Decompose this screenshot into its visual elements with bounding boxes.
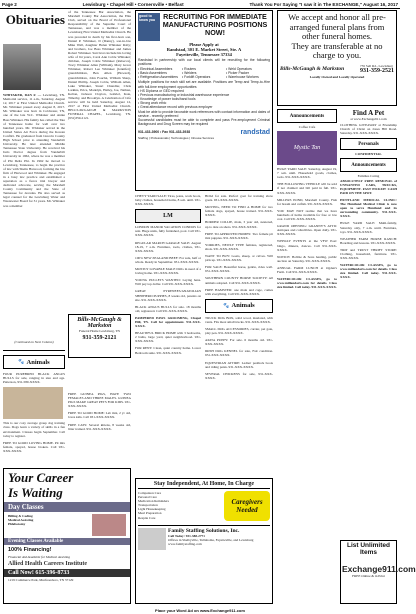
career-line2: Is Waiting: [8, 485, 63, 500]
list-item: YOUNG PULLETS WANTED: Laying hens. Will pay top dollar. Call 931-XXX-XXXX.: [135, 278, 201, 287]
randstad-logo: randstad: [240, 128, 270, 136]
list-item: SEVERAL CHICKENS for sale, 931-XXX-XXXX.: [205, 371, 273, 380]
personals-header: [340, 138, 397, 150]
req-item: • Knowledge of power tools/hand tools: [138, 96, 196, 101]
classified-column-mid2: [205, 194, 273, 474]
obituaries-heading-area: [3, 10, 65, 44]
list-item: IRISH DOG KENNEL for sale, Fair condition. 931-XXX-XXXX.: [205, 349, 273, 358]
career-aid: Financial Aid Available for Medical Assisting: [8, 555, 71, 559]
list-item: MOVING, NEED TO FIND A HOME for two female dogs, spayed, house trained. 931-XXX-XXXX.: [205, 205, 273, 218]
apply-label: Please Apply at: [189, 42, 219, 47]
classified-column-mid1: [135, 194, 201, 474]
list-item: WEATHER FARM HORSE RANCH: Boarding and lessons. 931-XXX-XXXX.: [340, 236, 397, 245]
position-item: • Basic Assemblers: [138, 71, 167, 76]
list-item: FREE GUINEA PIGS, HAVE TWO FEMALES AND THREE MALES. GUINEA PIGS MAKE GREAT PETS FOR KIDS. 931-XXX-XXXX.: [68, 392, 131, 409]
classified-column-3: [68, 392, 131, 462]
position-item: • Warehouse Workers: [226, 75, 259, 80]
personals-label: Personals: [358, 141, 379, 147]
req-item: • Great attendance record with previous employer: [138, 105, 213, 110]
list-item: BEAUTIFUL BRICK HOME with 3 bedrooms, 2 baths, large yard, quiet neighborhood. 931-XXX-XXXX.: [135, 331, 201, 344]
list-item: SMALL DOG ACCESSORIES, carrier, pet gate, play pen. 931-XXX-XXXX.: [205, 326, 273, 336]
prearranged-funeral-ad: [277, 10, 397, 106]
header-towns: Lewisburg • Chapel Hill • Cornersville • Belfast: [82, 1, 184, 7]
good-to-know-you-badge: good to know you: [138, 13, 160, 41]
list-item: WATERCOLOR CLASSES, go to www.millandarts.com for details. Class size limited. Call today. 931-XXX-XXXX.: [340, 263, 397, 280]
funeral-home-ad: [68, 314, 131, 358]
career-bullet: Phlebotomy: [8, 522, 26, 527]
mystic-tan-ad: Mystic Tan: [277, 131, 337, 165]
career-day-classes: Day Classes: [4, 502, 130, 512]
animals-label-left: Animals: [26, 358, 50, 366]
list-item: CLOTHING GIVEAWAY at Friendship Church of Christ on Jones Hill Road. Saturday. 931-XXX-XXXX.: [340, 123, 397, 136]
funeral-script-right: Bills-McGaugh & Markston: [280, 65, 345, 72]
stay-bullet: Transportation: [138, 503, 158, 508]
classified-column-right1: [277, 109, 337, 599]
stay-independent-ad: [135, 478, 273, 604]
needed-label: Needed: [236, 506, 258, 514]
list-item: 100% NEW ZEALAND BEEF: For sale, half or whole. Ready in September. 931-XXX-XXXX.: [135, 255, 201, 264]
career-evening: Evening Classes Available: [4, 538, 130, 545]
list-item: LONDON MANOR VACATION CONDOS for rent. Huge units, fully furnished, pool. Call 931-XXX-XXXX.: [135, 225, 201, 238]
stay-bullet: Light Housekeeping: [138, 507, 166, 512]
absolutely-free: ABSOLUTELY FREE REMOVAL of UNWANTED CARS, TRUCKS, EQUIPMENT. FAST PICKUP! CASH PAID ON THE SPOT.: [340, 178, 397, 195]
animals-left-list: [3, 372, 65, 453]
list-item: BLACK ANGUS BULLS for sale. 18 months old, registered. Call 931-XXX-XXXX.: [135, 304, 201, 313]
announcements-label-2: Announcements: [351, 162, 386, 168]
list-item: HUNTLAND MEDICAL CLINIC: The Huntland Medical Clinic is now open to serve Huntland and its surrounding community. 931-XXX-XXXX.: [340, 197, 397, 219]
paw-icon: 🐾: [18, 360, 25, 366]
list-item: MILLERS POND, Marshall County. Fish for bream and catfish. 931-XXX-XXXX.: [277, 197, 337, 206]
list-unlimited-title: List Unlimited Items: [347, 542, 390, 556]
list-item: YORKIES, NEWLY TYPE females, registered, shots. 931-XXX-XXXX.: [205, 242, 273, 251]
caregivers-badge: [224, 491, 270, 521]
manufacturing-title: RECRUITING FOR IMMEDIATE MANUFACTURING POSITIONS NOW!: [162, 12, 268, 37]
funeral-script: Bills-McGaugh & Markston: [77, 317, 122, 329]
family-phone: Call Today: 931-388-2771: [168, 534, 205, 538]
list-item: ANNUAL FARM LUNCH at Ogden's Farm. Call 931-XXX-XXXX.: [277, 265, 337, 274]
obituary-body-a: Lewisburg, TN. Memorial service, 11 a.m., Saturday, August 12, 2017 at First United Methodist Church. Mr. Whitaker passed away August 8, 2017. Mr. Whitaker was born in Coldwater, TN, one of the late W.C. Whitaker and Annie Bass Whitaker. His family has called the Tate of Tennessee home for well over two hundred years. Mr. Whitaker served in the United States Air Force during the Korean Conflict. He graduated from Lincoln County High School prior to attending Vanderbilt University. He later attended Middle Tennessee State University. He received his Juris Doctor degree from Vanderbilt University in 1962, where he was a member of Phi Delta Phi. In 1962 he moved to Lewisburg, Tennessee, to begin the practice of law with Sheila Harwood, forming the law firm of Harwood and Whitaker. He engaged in a busy law practice and established a reputation as a fierce trial lawyer and dedicated advocate, serving the Marshall County Community and the State of Tennessee for decades. He also served as legal counsel for the Lewisburg Water and Wastewater Board for 31 years. Mr. Whitaker was a member: [3, 93, 65, 208]
list-item: NOTICE: Bobbie & Sons hauling, public auction on Saturday. 931-XXX-XXXX.: [277, 254, 337, 263]
must-text: Must be able to provide favorable work references with contact information and dates of service - recently preferred: [138, 110, 270, 119]
list-item: WEEKLY EVENTS at the VFW Post: bingo, dinners, dances. Call 931-XXX-XXXX.: [277, 239, 337, 252]
list-item: WATERCOLOR CLASSES, go to www.millandarts.com for details. Class size limited. Call today. 931-XXX-XXXX.: [277, 277, 337, 290]
position-item: • Welders: [182, 71, 197, 76]
coffee-cafe: Coffee Cafe: [298, 125, 316, 129]
list-item: AKITA PUPPY: For sale. 6 months old. 931-XXX-XXXX.: [205, 338, 273, 347]
family-office: Offices in Shelbyville, Tullahoma, Fayetteville, and Lewisburg: [168, 538, 254, 543]
position-item: • Electrical Assemblers: [138, 67, 173, 72]
funeral-phone-right: 931-359-2521: [360, 67, 394, 74]
confidential-label: CONFIDENTIAL: [355, 152, 382, 157]
animals-label-mid: Animals: [231, 302, 255, 310]
stay-bullet: Medication Reminders: [138, 499, 169, 504]
obituary-photo: [3, 44, 41, 90]
obituaries-column-2: [68, 10, 131, 390]
exchange-logo: Exchange911.com: [342, 564, 416, 574]
list-item: FOUR PUREBRED BLACK ANGUS BULLS for sale, ranging in size and age. Patterson, 931-580-XXXX.: [3, 372, 65, 385]
announcements-header: [277, 109, 337, 123]
list-item: PAMPERED PAWS GROOMING, Chapel Hill, TN. Call for appointment. 931-XXX-XXXX.: [135, 315, 201, 329]
apply-city: Fayetteville, Tennessee 37334: [176, 52, 232, 57]
list-item: THE FOLLOWING VEHICLE will be sold if not claimed and bill paid in full. 931-XXX-XXXX.: [277, 182, 337, 195]
obituaries-title: Obituaries: [5, 12, 65, 27]
list-item: TRIP and TRUST THRIFT STORE: Clothing, household, furniture. 931-XXX-XXXX.: [340, 247, 397, 261]
position-item: • Weld Operators: [226, 67, 252, 72]
career-photo: [92, 514, 126, 536]
position-item: • Forklift Operators: [182, 75, 211, 80]
req-item: • Previous manufacturing or industrial warehouse experience: [138, 92, 230, 97]
funeral-owned: Locally Owned and Locally Operated: [309, 74, 365, 79]
london-manor-logo: LM: [135, 209, 201, 223]
apply-address: Randstad, 301 E. Market Street, Ste. A: [166, 47, 242, 52]
list-item: HUGE YARD SALE: Saturday, August 19, 7 a.m. until. Household goods, clothes, tools. 931-XXX-XXXX.: [277, 167, 337, 180]
manufacturing-footer: Staffing | Professionals | Technologies | Inhouse Services: [138, 135, 214, 140]
list-item: FREE HAMSTER: one male and cage, comes with everything. Call 931-XXX-XXXX.: [205, 287, 273, 296]
funeral-head2: They are transferable at no charge to you.: [291, 40, 383, 60]
position-item: • Routers: [182, 67, 197, 72]
list-item: BORDER COLLIE, male, 3 year old, neutered, up to date on shots. 931-XXX-XXXX.: [205, 220, 273, 229]
list-item: CHEVY YARD SALE: Tires, jeans, work boots, baby clothes, household items, 8 a.m. until. 931-XXX-XXXX.: [135, 194, 201, 207]
animals-header-left: [3, 355, 65, 369]
career-bullet: Billing & Coding: [8, 514, 33, 518]
list-item: EQUESTRIAN ATTIRE: Ladies' paddock boots and riding pants. 931-XXX-XXXX.: [205, 360, 273, 369]
obituary-body-b: of the Tennessee Bar Association, the Marshall County Bar Association, the Elks Club, served on the Board of Professional Responsibility of the Supreme Court of Tennessee, and was a member of the Lewisburg First United Methodist Church. He was preceded in death by his first-born son, Daniel P. Whitaker, II (Danny), son-in-law Mike Wall, daughter Helen Whitaker Raby; and brothers, Joe Bass Whitaker and James Robert Whitaker. Survivors include his loving wife of 64 years, Carol Ann Coble Whitaker; children, Joseph Coble Whitaker (Rebecca), Tracy Whitaker Allen (William), Mary Grace Whitaker, Robert Lee Whitaker (Jennifer); grandchildren, Ben Allen (Howard), grandchildren, John Fouché, William Sharp, Daniel Phillip, Joseph Coble, William Allen, Luke Whitaker, Stuart Chandler, Chris Larkins, Price, Madelyn, Hailey, Joe, Nathan, Kelton, Jackson Clayton, Gabriel, Kate, Timothy, and Brooklyn. A Celebration of Life service will be held Saturday, August 12, 2017 at First United Methodist Church. BELLS-McGAUGH & MARKSTON FUNERAL CHAPEL, Lewisburg, TN. (931)359-2121.: [68, 10, 131, 121]
manufacturing-lead: Randstad in partnership with our local clients will be recruiting for the following positions:: [138, 58, 270, 67]
paw-icon: 🐾: [223, 303, 230, 309]
list-item: SOUTHERN COUNTY HORSE SOCIETY: All animals adopted. Call 931-XXX-XXXX.: [205, 276, 273, 285]
funeral-phone: 931-359-2121: [82, 335, 117, 342]
list-item: MOSTLY LOVABLE MALE DOG in need of a loving home. 931-XXX-XXXX.: [135, 267, 201, 276]
list-item: FOR SALE: Beautiful horse, gentle, rides well. 931-XXX-XXXX.: [205, 265, 273, 274]
exchange-sub: FREE Online & in Print: [352, 574, 385, 578]
stay-bullet: Respite Care: [138, 515, 156, 520]
list-item: FREE TO GOOD HOME: Lab mix, 2 yr old, loves kids. Call 931-XXX-XXXX.: [68, 411, 131, 420]
family-logo: [138, 528, 166, 550]
list-item: REGULAR MARCH GARAGE SALE: August 18-19, 7 a.m. Furniture, tools, clothes, 931-XXX-XXXX.: [135, 240, 201, 253]
career-ad: [3, 468, 131, 604]
find-a-pet: Find A Pet: [352, 109, 385, 117]
animals-header-mid: [205, 299, 273, 313]
family-web: www.familystaffing.com: [168, 542, 202, 547]
list-item: YOU MAY NOT realize that we have hundreds of items available for free or low cost. Call 931-XXX-XXXX.: [277, 208, 337, 222]
caregivers-label: Caregivers: [231, 498, 263, 506]
list-item: WANT TO BUY: Goats, sheep, or calves. Will pick up. 931-XXX-XXXX.: [205, 254, 273, 263]
career-financing: 100% Financing!: [8, 547, 52, 553]
career-line1: Your Career: [8, 470, 74, 485]
list-item: FOR RENT: Clean, quiet country home. Lower Bedroom suite. 931-XXX-XXXX.: [135, 346, 201, 355]
announcements-label: Announcements: [289, 113, 325, 119]
dog-training-photo: [3, 387, 63, 419]
stay-bullet: Personal Care: [138, 495, 157, 500]
page-header: [0, 0, 400, 9]
find-a-pet-sub: at www.Exchange911.com: [350, 117, 387, 121]
list-item: This is our cozy average group dog training class. Dogs learn a variety of skills in a fun environment. Classes begin September. Call today to register.: [3, 421, 65, 438]
position-item: • Refrigeration Assemblers: [138, 75, 179, 80]
req-lead: Multiple positions for each skill set are available. Positions are Temp and Temp-to-Hire with full-time employment opportunities: [138, 80, 270, 89]
list-item: FREE CATS: Several kittens, 8 weeks old, litter trained. 931-XXX-XXXX.: [68, 422, 131, 431]
header-tagline: Thank You For Saying "I saw it in The EXCHANGE," August 16, 2017: [249, 1, 398, 7]
stay-bullet: Companion Care: [138, 491, 162, 495]
list-item: GRAND OPENING: GRANNY'S ATTIC Antiques and collectibles. Open daily. 931-XXX-XXXX.: [277, 224, 337, 237]
obituary-name: WHITAKER, DAN F. —: [3, 93, 42, 97]
list-item: BOGI for sale. Perfect goat for training show goats. 931-XXX-XXXX.: [205, 194, 273, 203]
page-footer: Place your Word Ad on www.Exchange911.com: [155, 608, 245, 613]
req-item: • Strong work ethic: [138, 100, 167, 105]
list-item: GREAT PYRENEES/ANATOLIAN SHEPHERD PUPPIES, 8 weeks old, parents on site. 931-XXX-XXXX.: [135, 289, 201, 302]
funeral-sub: Funeral Home Lewisburg, TN: [79, 329, 120, 333]
extra-text: Successful candidates must be able to complete and pass Pre-employment Criminal Background and Drug Screen may be required: [138, 118, 270, 127]
list-unlimited-ad: [340, 540, 416, 604]
list-item: FREE TO GOOD LOVING HOME. Pit mix female, spayed, house broken. Call 931-XXX-XXXX.: [3, 440, 65, 453]
family-title: Family Staffing Solutions, Inc.: [168, 528, 240, 534]
list-item: TRUCK DOG BOX, solid wood, insulated, with vents. Fits most small trucks. 931-XXX-XXXX.: [205, 315, 273, 324]
career-call: Call Now! 615-396-8733: [4, 569, 130, 577]
manufacturing-contact: 931-433-3900 • Fax 931-433-3938: [138, 129, 191, 134]
list-item: HUGE YARD SALE: Multi-family, Saturday only, 7 a.m. until. Furniture, toys. 931-XXX-XXXX.: [340, 221, 397, 234]
career-bullet: Medical Assisting: [8, 518, 34, 523]
classified-column-right2: [340, 109, 397, 539]
page-number: Page 2: [2, 1, 17, 7]
career-school: Allied Health Careers Institute: [8, 561, 88, 568]
obituary-text-a: [3, 93, 65, 339]
position-item: • Picker Packer: [226, 71, 250, 76]
stay-title: Stay Independent, At Home, In Charge: [138, 481, 270, 489]
funeral-addr-right: 755 Sell Rd., Lewisburg: [360, 63, 393, 68]
list-item: FREE TO APPROVED HOMES: Two female pit mix puppies. 931-XXX-XXXX.: [205, 231, 273, 240]
req-item: • HS Diploma or GED required: [138, 88, 184, 93]
announcements-header-2: [340, 158, 397, 172]
stay-bullet: Meal Preparation: [138, 511, 162, 516]
manufacturing-ad: [135, 10, 273, 191]
career-address: 1219 Commerce Park, Murfreesboro, TN 37129: [8, 578, 74, 583]
obituary-continued: (Continued on Next Column): [14, 340, 54, 344]
funeral-head1: We accept and honor all pre-arranged funeral plans from other funeral homes.: [288, 12, 386, 41]
families-caring: Families Caring: [357, 174, 380, 179]
